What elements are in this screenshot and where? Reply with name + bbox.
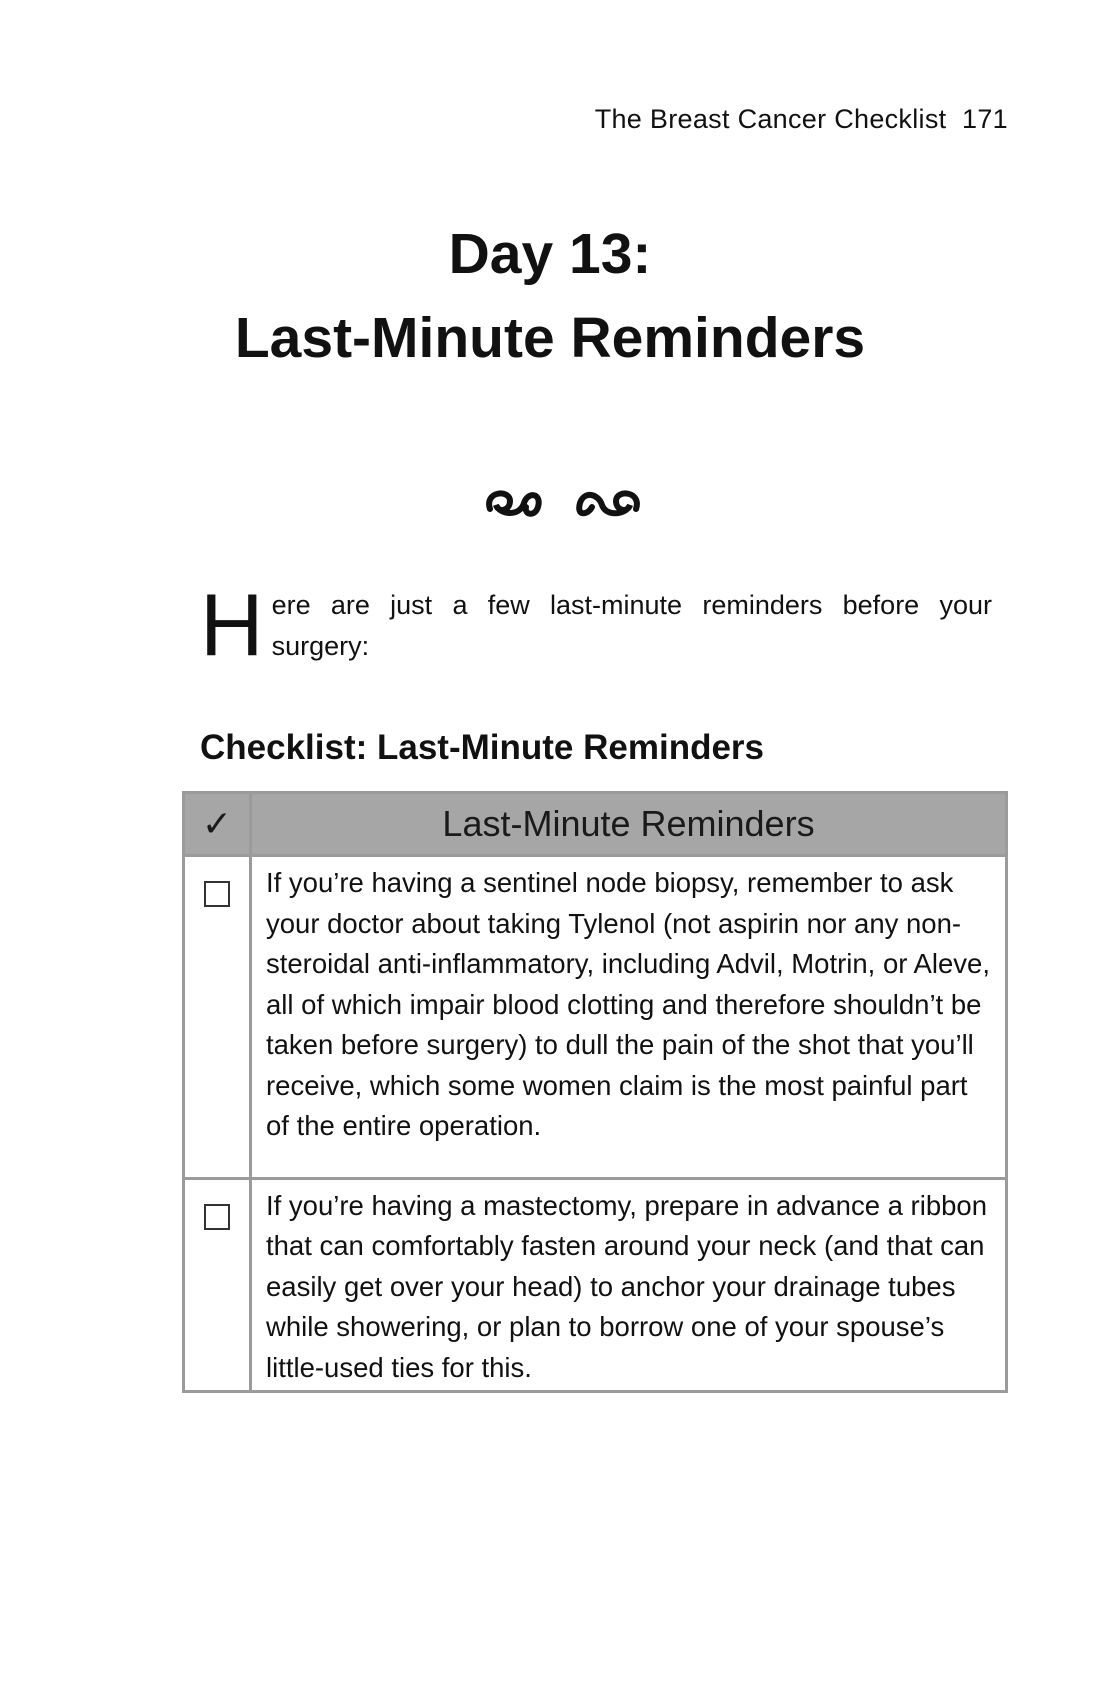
page-number: 171 [962,104,1008,134]
intro-text: ere are just a few last-minute reminders before your surgery: [271,590,992,661]
running-title: The Breast Cancer Checklist [594,104,947,134]
intro-paragraph [200,575,992,674]
ornament-icon [480,479,650,529]
chapter-title [0,212,1100,380]
checkmark-icon: ✓ [184,793,251,856]
checkbox-item-2[interactable] [204,1204,230,1230]
table-header-row [184,793,1007,856]
checklist-heading: Checklist: Last-Minute Reminders [200,728,764,767]
chapter-title-line1: Day 13: [448,222,652,286]
table-row [184,856,1007,1179]
checkbox-cell [184,1178,251,1392]
checklist-item-text: If you’re having a mastectomy, prepare in advance a ribbon that can comfortably fasten around your neck (and that can easily get over your head) to anchor your drainage tubes while showering, or plan to borrow one of your spouse’s little-used ties for this. [251,1178,1007,1392]
chapter-title-line2: Last-Minute Reminders [234,306,866,370]
checkbox-item-1[interactable] [204,881,230,907]
checklist-item-text: If you’re having a sentinel node biopsy, remember to ask your doctor about taking Tylenol (not aspirin nor any non-steroidal anti-inflammatory, including Advil, Motrin, or Aleve, all of which impair blood clotting and therefore shouldn’t be taken before surgery) to dull the pain of the shot that you’ll receive, which some women claim is the most painful part of the entire operation. [251,856,1007,1179]
running-header [595,104,1008,135]
checkbox-cell [184,856,251,1179]
drop-cap: H [200,575,264,674]
table-row [184,1178,1007,1392]
decorative-ornament [0,428,1100,540]
reminders-table [182,791,1008,1393]
table-header-title: Last-Minute Reminders [251,793,1007,856]
